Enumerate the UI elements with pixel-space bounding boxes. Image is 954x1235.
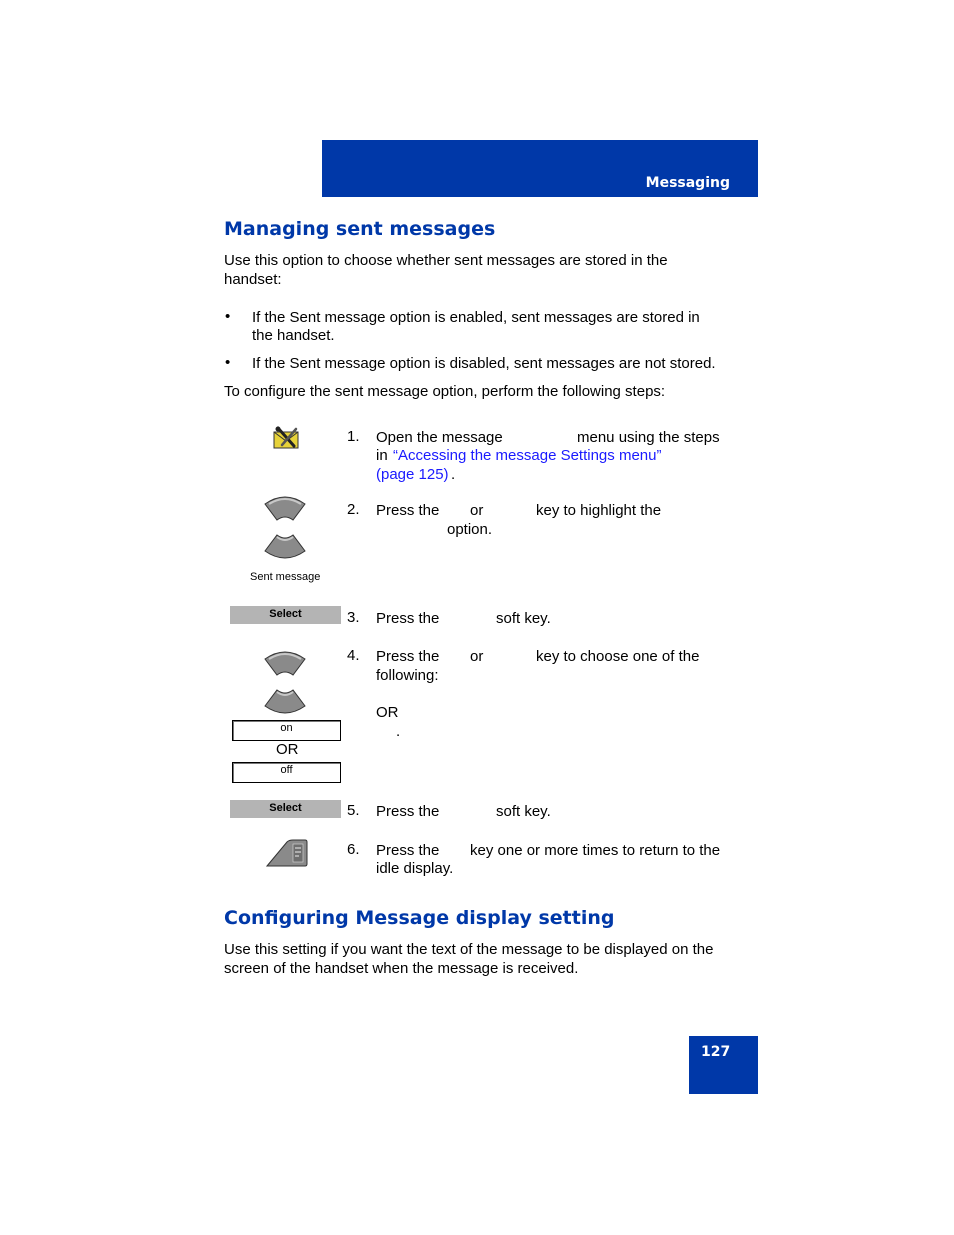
navigation-up-key-icon — [263, 649, 307, 677]
step-number: 6. — [347, 841, 360, 858]
page-125-link[interactable]: (page 125) — [376, 466, 449, 483]
section-2-line-2: screen of the handset when the message is received. — [224, 960, 579, 977]
bullet-marker: • — [225, 308, 231, 325]
step-4-text-b: or — [470, 648, 484, 665]
step-6-text-a: Press the — [376, 842, 440, 859]
navigation-up-key-icon — [263, 494, 307, 522]
section-heading-message-display: Configuring Message display setting — [224, 907, 615, 929]
navigation-down-key-icon — [263, 688, 307, 716]
step-4-or: OR — [376, 704, 399, 721]
step-6-text-b: key one or more times to return to the — [470, 842, 721, 859]
step-2-text-c: key to highlight the — [536, 502, 662, 519]
section-2-line-1: Use this setting if you want the text of the message to be displayed on the — [224, 941, 714, 958]
page-number: 127 — [701, 1044, 731, 1060]
intro-line-2: handset: — [224, 271, 282, 288]
step-4-line-2: following: — [376, 667, 439, 684]
or-label: OR — [276, 741, 299, 758]
bullet-2-line-1: If the Sent message option is disabled, sent messages are not stored. — [252, 355, 716, 372]
step-number: 1. — [347, 428, 360, 445]
clear-key-icon — [265, 838, 309, 868]
step-1-text-b: menu using the steps — [577, 429, 720, 446]
lead-in-text: To configure the sent message option, perform the following steps: — [224, 383, 666, 400]
header-bar — [322, 140, 758, 197]
step-3-text-a: Press the — [376, 610, 440, 627]
step-4-text-c: key to choose one of the — [536, 648, 700, 665]
step-3-text-b: soft key. — [496, 610, 551, 627]
step-4-text-a: Press the — [376, 648, 440, 665]
step-number: 4. — [347, 647, 360, 664]
settings-tools-icon — [272, 426, 302, 450]
step-5-text-b: soft key. — [496, 803, 551, 820]
header-title: Messaging — [645, 175, 730, 191]
intro-line-1: Use this option to choose whether sent messages are stored in the — [224, 252, 668, 269]
select-softkey-icon: Select — [230, 800, 341, 818]
select-softkey-icon: Select — [230, 606, 341, 624]
step-number: 2. — [347, 501, 360, 518]
bullet-1-line-2: the handset. — [252, 327, 335, 344]
step-number: 3. — [347, 609, 360, 626]
bullet-marker: • — [225, 354, 231, 371]
step-1-text-a: Open the message — [376, 429, 503, 446]
step-4-period: . — [396, 723, 401, 740]
step-2-text-a: Press the — [376, 502, 440, 519]
step-1-period: . — [451, 466, 456, 483]
sent-message-screen-label: Sent message — [250, 571, 321, 583]
step-6-line-2: idle display. — [376, 860, 454, 877]
navigation-down-key-icon — [263, 533, 307, 561]
step-number: 5. — [347, 802, 360, 819]
step-1-line-2-prefix: in — [376, 447, 388, 464]
option-on-screen: on — [232, 720, 341, 741]
step-5-text-a: Press the — [376, 803, 440, 820]
page-number-box — [689, 1036, 758, 1094]
bullet-1-line-1: If the Sent message option is enabled, sent messages are stored in — [252, 309, 700, 326]
step-2-line-2: option. — [447, 521, 493, 538]
step-2-text-b: or — [470, 502, 484, 519]
settings-menu-link[interactable]: “Accessing the message Settings menu” — [393, 447, 662, 464]
section-heading-managing-sent-messages: Managing sent messages — [224, 218, 496, 240]
option-off-screen: off — [232, 762, 341, 783]
